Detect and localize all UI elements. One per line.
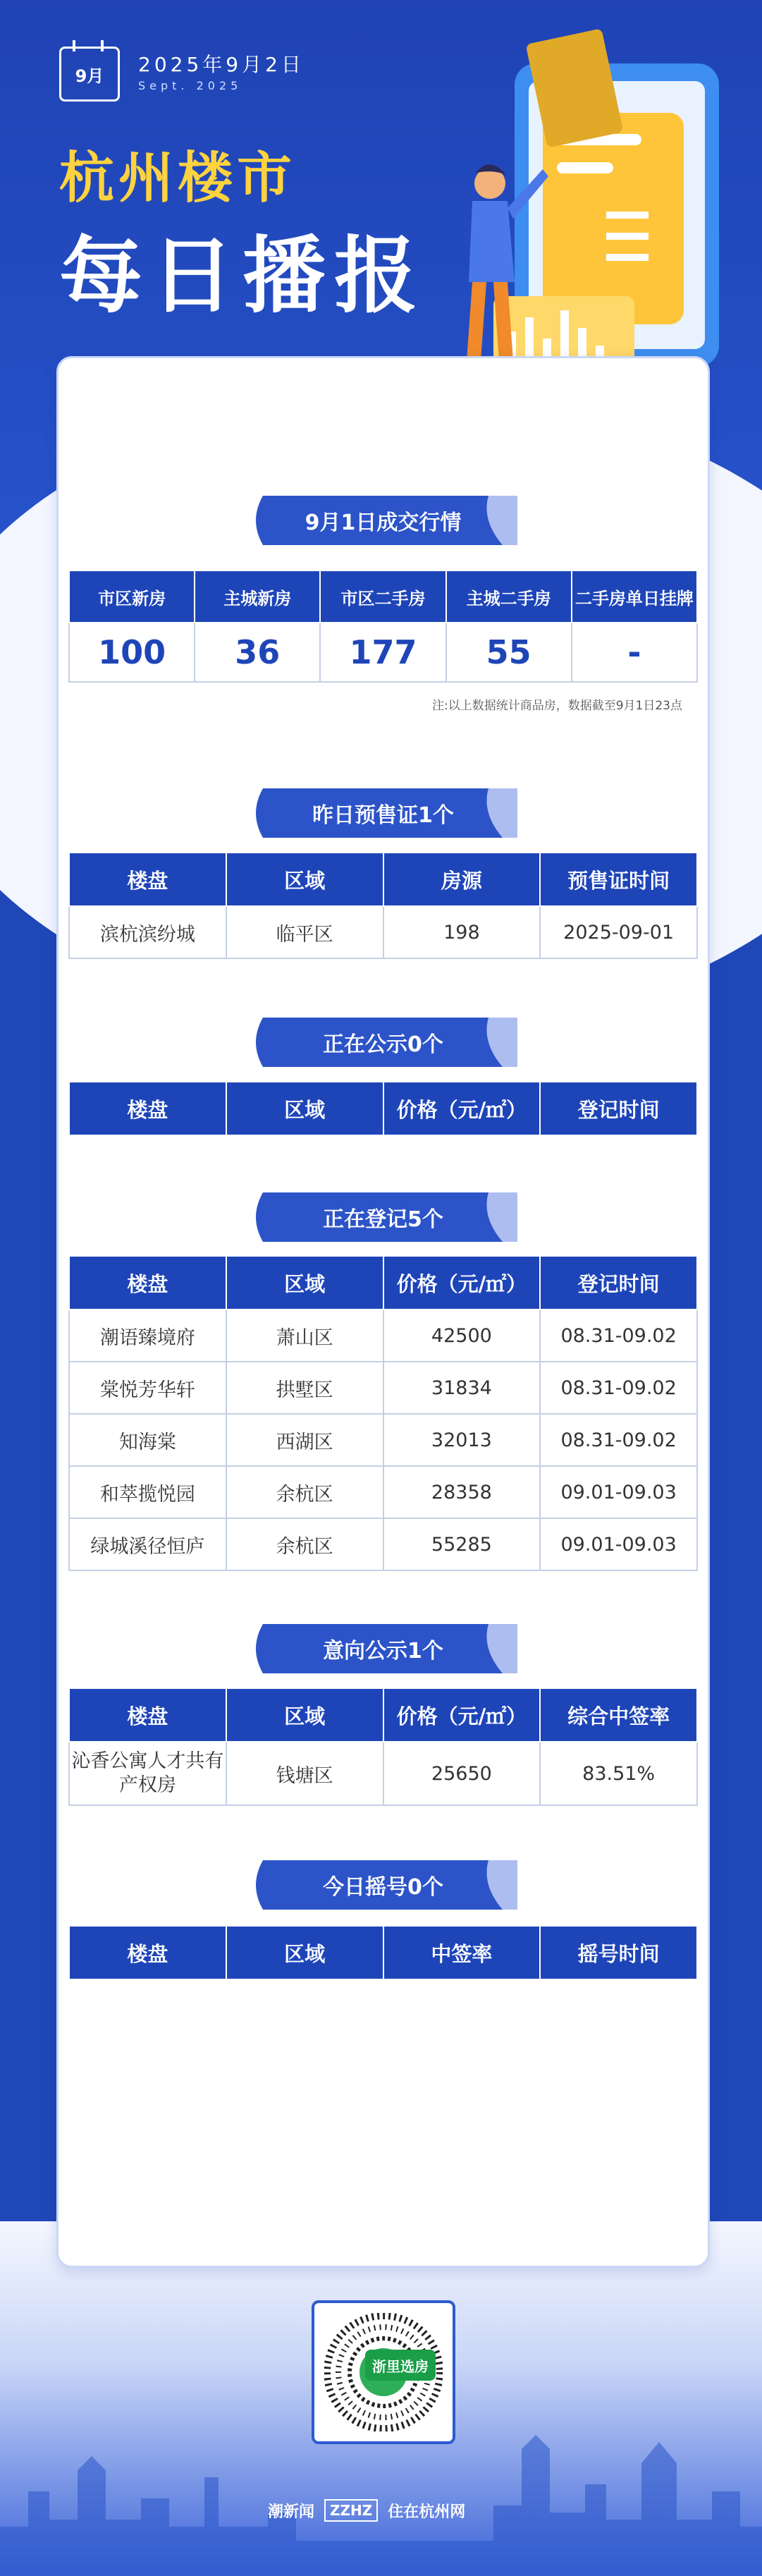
table-row bbox=[69, 1414, 697, 1466]
section-title-registering bbox=[249, 1192, 517, 1242]
stat-value: 177 bbox=[320, 623, 445, 682]
table-cell: 09.01-09.03 bbox=[540, 1518, 697, 1570]
table-header-cell: 主城二手房 bbox=[446, 570, 572, 623]
stat-value: 100 bbox=[69, 623, 195, 682]
table-header-cell: 中签率 bbox=[383, 1926, 541, 1979]
stats-note: 注:以上数据统计商品房，数据截至9月1日23点 bbox=[432, 699, 682, 713]
section-title-text: 正在登记5个 bbox=[323, 1207, 443, 1232]
logo-zzhz: ZZHZ bbox=[324, 2499, 378, 2522]
table-row bbox=[69, 1742, 697, 1805]
intent-table bbox=[68, 1687, 698, 1806]
table-header-cell: 区域 bbox=[226, 1082, 383, 1135]
table-cell: 83.51% bbox=[540, 1742, 697, 1805]
logo-zhuzaihangzhou: 住在杭州网 bbox=[388, 2503, 466, 2521]
daily-deals-table bbox=[68, 570, 698, 683]
table-cell: 198 bbox=[383, 906, 541, 958]
table-cell: 08.31-09.02 bbox=[540, 1310, 697, 1362]
table-header-cell: 市区二手房 bbox=[320, 570, 445, 623]
table-cell: 滨杭滨纷城 bbox=[69, 906, 226, 958]
table-header-cell: 预售证时间 bbox=[540, 853, 697, 906]
table-cell: 08.31-09.02 bbox=[540, 1362, 697, 1414]
table-header-cell: 市区新房 bbox=[69, 570, 195, 623]
table-cell: 余杭区 bbox=[226, 1518, 383, 1570]
table-header-cell: 主城新房 bbox=[195, 570, 320, 623]
table-cell: 知海棠 bbox=[69, 1414, 226, 1466]
footer-logos bbox=[268, 2496, 550, 2525]
content-card bbox=[56, 356, 710, 2268]
table-cell: 沁香公寓人才共有产权房 bbox=[69, 1742, 226, 1805]
month-badge: 9月 bbox=[75, 66, 104, 86]
logo-chaoxinwen: 潮新闻 bbox=[268, 2503, 315, 2521]
table-header-cell: 价格（元/㎡） bbox=[383, 1256, 541, 1310]
table-cell: 棠悦芳华轩 bbox=[69, 1362, 226, 1414]
table-cell: 25650 bbox=[383, 1742, 541, 1805]
table-cell: 和萃揽悦园 bbox=[69, 1466, 226, 1518]
presale-table bbox=[68, 852, 698, 959]
table-header-cell: 楼盘 bbox=[69, 1926, 226, 1979]
stat-value: 55 bbox=[446, 623, 572, 682]
stat-value: - bbox=[572, 623, 697, 682]
table-cell: 28358 bbox=[383, 1466, 541, 1518]
table-header-cell: 登记时间 bbox=[540, 1256, 697, 1310]
section-title-text: 昨日预售证1个 bbox=[312, 803, 454, 828]
table-row bbox=[69, 1518, 697, 1570]
table-header-cell: 房源 bbox=[383, 853, 541, 906]
table-header-cell: 摇号时间 bbox=[540, 1926, 697, 1979]
section-title-public-notice bbox=[249, 1018, 517, 1067]
table-header-cell: 区域 bbox=[226, 1688, 383, 1742]
person-phone-chart-illustration bbox=[437, 14, 733, 409]
month-calendar-icon bbox=[59, 47, 120, 102]
table-row bbox=[69, 1310, 697, 1362]
table-header-cell: 楼盘 bbox=[69, 1082, 226, 1135]
table-cell: 潮语臻境府 bbox=[69, 1310, 226, 1362]
table-row bbox=[69, 1362, 697, 1414]
table-cell: 42500 bbox=[383, 1310, 541, 1362]
table-header-cell: 楼盘 bbox=[69, 1256, 226, 1310]
section-title-text: 意向公示1个 bbox=[323, 1639, 443, 1664]
table-cell: 55285 bbox=[383, 1518, 541, 1570]
section-title-stats bbox=[249, 496, 517, 545]
table-row bbox=[69, 906, 697, 958]
section-title-presale bbox=[249, 788, 517, 838]
table-header-cell: 区域 bbox=[226, 1926, 383, 1979]
table-cell: 32013 bbox=[383, 1414, 541, 1466]
public-notice-table bbox=[68, 1081, 698, 1136]
table-header-cell: 区域 bbox=[226, 1256, 383, 1310]
table-cell: 拱墅区 bbox=[226, 1362, 383, 1414]
qr-code[interactable] bbox=[312, 2300, 455, 2444]
date-english: Sept. 2025 bbox=[138, 79, 242, 92]
table-header-cell: 楼盘 bbox=[69, 1688, 226, 1742]
table-cell: 萧山区 bbox=[226, 1310, 383, 1362]
registering-table bbox=[68, 1255, 698, 1571]
table-header-cell: 区域 bbox=[226, 853, 383, 906]
section-title-text: 9月1日成交行情 bbox=[305, 511, 462, 535]
section-title-text: 正在公示0个 bbox=[323, 1032, 443, 1057]
lottery-table bbox=[68, 1925, 698, 1980]
qr-label: 浙里选房 bbox=[365, 2350, 436, 2381]
table-cell: 绿城溪径恒庐 bbox=[69, 1518, 226, 1570]
table-cell: 钱塘区 bbox=[226, 1742, 383, 1805]
section-title-intent bbox=[249, 1624, 517, 1673]
table-cell: 临平区 bbox=[226, 906, 383, 958]
table-cell: 09.01-09.03 bbox=[540, 1466, 697, 1518]
table-cell: 西湖区 bbox=[226, 1414, 383, 1466]
table-cell: 08.31-09.02 bbox=[540, 1414, 697, 1466]
page-title-line2: 每日播报 bbox=[59, 227, 426, 324]
section-title-text: 今日摇号0个 bbox=[323, 1875, 443, 1900]
table-row bbox=[69, 1466, 697, 1518]
table-cell: 余杭区 bbox=[226, 1466, 383, 1518]
table-cell: 31834 bbox=[383, 1362, 541, 1414]
date-chinese: 2025年9月2日 bbox=[138, 53, 305, 76]
table-header-cell: 综合中签率 bbox=[540, 1688, 697, 1742]
stat-value: 36 bbox=[195, 623, 320, 682]
page-title-line1: 杭州楼市 bbox=[59, 147, 297, 210]
section-title-lottery bbox=[249, 1860, 517, 1910]
table-header-cell: 登记时间 bbox=[540, 1082, 697, 1135]
table-header-cell: 价格（元/㎡） bbox=[383, 1082, 541, 1135]
table-header-cell: 楼盘 bbox=[69, 853, 226, 906]
table-cell: 2025-09-01 bbox=[540, 906, 697, 958]
table-header-cell: 价格（元/㎡） bbox=[383, 1688, 541, 1742]
table-header-cell: 二手房单日挂牌 bbox=[572, 570, 697, 623]
